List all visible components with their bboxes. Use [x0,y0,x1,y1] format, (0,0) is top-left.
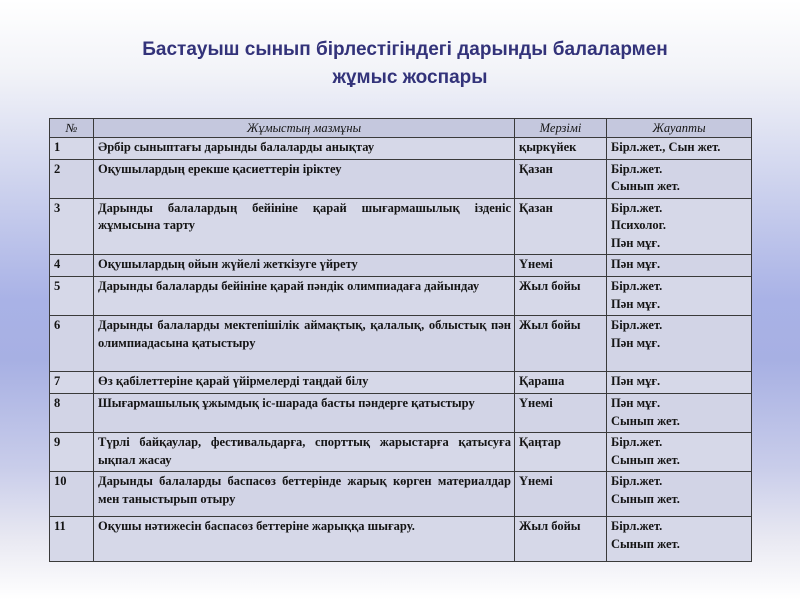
row-responsible [607,433,752,472]
table-row [50,394,752,433]
responsible-line: Пән мұғ. [611,374,661,388]
responsible-line: Сынып жет. [611,536,680,551]
row-term: Қаңтар [515,433,607,472]
responsible-line: Бірл.жет. [611,279,663,293]
responsible-line: Бірл.жет. [611,474,663,488]
responsible-line: Сынып жет. [611,413,680,428]
row-content: Дарынды балаларды баспасөз беттерінде жарық көрген материалдар мен таныстырып отыру [94,472,515,517]
row-number: 4 [50,255,94,277]
header-content: Жұмыстың мазмұны [94,119,515,138]
table-header-row [50,119,752,138]
table-row [50,517,752,562]
row-responsible [607,394,752,433]
table-body [50,138,752,562]
header-term: Мерзімі [515,119,607,138]
responsible-line: Пән мұғ. [611,257,661,271]
row-number: 1 [50,138,94,160]
row-term: Жыл бойы [515,517,607,562]
row-term: Үнемі [515,255,607,277]
table-row [50,472,752,517]
row-content: Оқушылардың ойын жүйелі жеткізуге үйрету [94,255,515,277]
row-content: Дарынды балаларды мектепішілік аймақтық, қалалық, облыстық пән олимпиадасына қатыстыру [94,316,515,372]
page-title [0,36,800,92]
row-content: Өз қабілеттеріне қарай үйірмелерді таңдай білу [94,372,515,394]
responsible-line: Бірл.жет. [611,200,663,215]
row-term: Қазан [515,198,607,255]
title-line-2: жұмыс жоспары [332,67,488,88]
table-row [50,159,752,198]
row-content: Әрбір сыныптағы дарынды балаларды анықтау [94,138,515,160]
responsible-line: Пән мұғ. [611,335,661,350]
row-number: 7 [50,372,94,394]
row-term: қыркүйек [515,138,607,160]
row-term: Жыл бойы [515,277,607,316]
responsible-line: Пән мұғ. [611,296,661,311]
table-row [50,138,752,160]
row-number: 5 [50,277,94,316]
row-responsible [607,198,752,255]
table-row [50,277,752,316]
row-responsible [607,472,752,517]
row-content: Түрлі байқаулар, фестивальдарға, спорттық жарыстарға қатысуға ықпал жасау [94,433,515,472]
responsible-line: Сынып жет. [611,452,680,467]
row-term: Қазан [515,159,607,198]
header-responsible: Жауапты [607,119,752,138]
row-number: 2 [50,159,94,198]
row-responsible [607,517,752,562]
responsible-line: Сынып жет. [611,491,680,506]
row-number: 11 [50,517,94,562]
row-term: Қараша [515,372,607,394]
row-number: 9 [50,433,94,472]
table-row [50,316,752,372]
responsible-line: Бірл.жет., Сын жет. [611,140,721,154]
responsible-line: Бірл.жет. [611,161,663,176]
row-responsible [607,159,752,198]
row-responsible [607,138,752,160]
row-term: Үнемі [515,472,607,517]
work-plan-table [49,118,752,562]
row-responsible [607,277,752,316]
row-number: 3 [50,198,94,255]
row-number: 8 [50,394,94,433]
row-content: Шығармашылық ұжымдық іс-шарада басты пәндерге қатыстыру [94,394,515,433]
table-row [50,198,752,255]
responsible-line: Бірл.жет. [611,318,663,332]
responsible-line: Сынып жет. [611,179,680,193]
responsible-line: Пән мұғ. [611,235,661,250]
title-line-1: Бастауыш сынып бірлестігіндегі дарынды балалармен [142,39,668,60]
header-number: № [50,119,94,138]
responsible-line: Психолог. [611,218,666,232]
responsible-line: Бірл.жет. [611,435,663,449]
responsible-line: Пән мұғ. [611,396,661,410]
row-responsible [607,255,752,277]
row-content: Оқушылардың ерекше қасиеттерін іріктеу [94,159,515,198]
table-row [50,255,752,277]
row-number: 10 [50,472,94,517]
table-row [50,372,752,394]
row-term: Үнемі [515,394,607,433]
row-number: 6 [50,316,94,372]
row-content: Дарынды балалардың бейініне қарай шығармашылық ізденіс жұмысына тарту [94,198,515,255]
table-row [50,433,752,472]
row-content: Дарынды балаларды бейініне қарай пәндік олимпиадаға дайындау [94,277,515,316]
row-content: Оқушы нәтижесін баспасөз беттеріне жарыққа шығару. [94,517,515,562]
responsible-line: Бірл.жет. [611,519,663,533]
row-responsible [607,372,752,394]
row-term: Жыл бойы [515,316,607,372]
row-responsible [607,316,752,372]
